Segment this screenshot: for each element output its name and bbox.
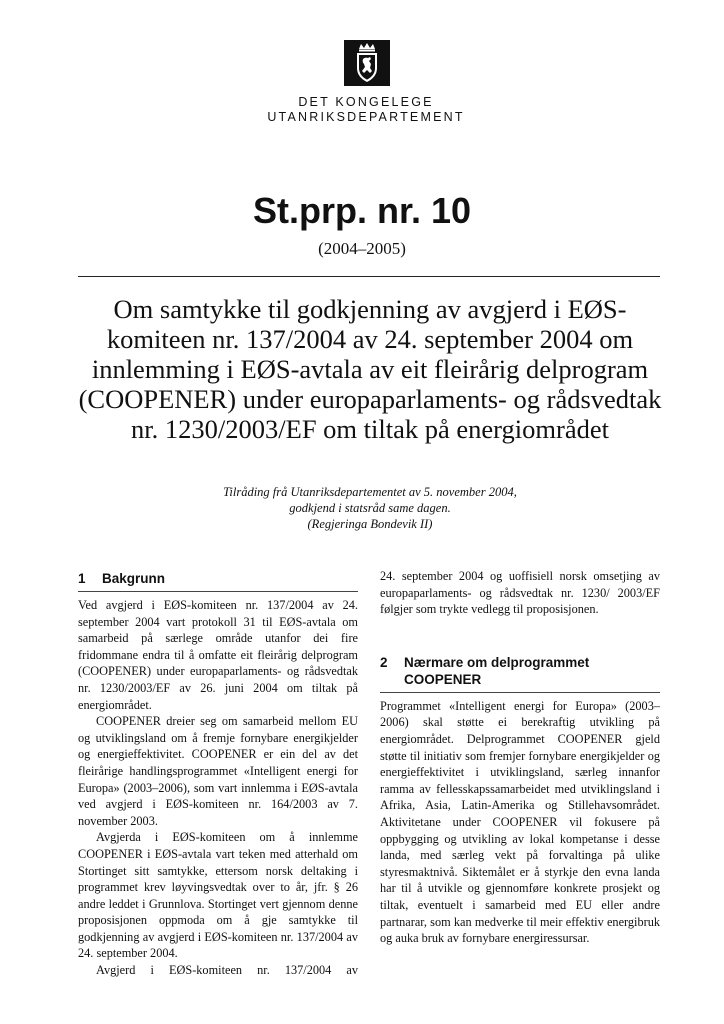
section1-paragraph1: Ved avgjerd i EØS-komiteen nr. 137/2004 av 24. september 2004 vart protokoll 31 til EØS-avtala om samarbeid på særlege område utanfor dei fire fridommane endra til å omfatte eit fleirårig delprogram (COOPENER) under europaparlaments- og rådsvedtak nr. 1230/2003/EF av 26. juni 2004 om tiltak på energiområdet. <box>78 598 358 712</box>
ministry-name-line2: UTANRIKSDEPARTEMENT <box>267 110 465 124</box>
section1-paragraph4-continued: 24. september 2004 og uoffisiell norsk omsetjing av europaparlaments- og rådsvedtak nr. 1230/ 2003/EF følgjer som trykte vedlegg til proposisjonen. <box>380 569 660 617</box>
document-subject: Om samtykke til godkjenning av avgjerd i EØS-komiteen nr. 137/2004 av 24. september 2004 om innlemming i EØS-avtala av eit fleirårig delprogram (COOPENER) under europaparlaments- og rådsvedtak nr. 1230/2003/EF om tiltak på energiområdet <box>78 294 662 444</box>
coat-of-arms-svg <box>344 40 390 86</box>
section2-title-line2: COOPENER <box>404 671 482 687</box>
section1-paragraph2: COOPENER dreier seg om samarbeid mellom EU og utviklingsland om å fremje fornybare energikjelder og energieffektivitet. COOPENER er ein del av det fleirårige handlingsprogrammet «Intelligent energi for Europa» (2003–2006), som vart innlemma i EØS-avtala ved avgjerd i EØS-komiteen nr. 164/2003 av 7. november 2003. <box>78 714 358 828</box>
coat-of-arms-icon <box>344 40 390 86</box>
document-title: St.prp. nr. 10 <box>252 190 472 231</box>
recommendation-line1: Tilråding frå Utanriksdepartementet av 5. november 2004, <box>223 485 517 499</box>
section1-paragraph3: Avgjerda i EØS-komiteen om å innlemme COOPENER i EØS-avtala vart teken med atterhald om Stortinget sitt samtykke, ettersom norsk deltaking i programmet krev løyvingsvedtak over to år, jfr. § 26 andre leddet i Grunnlova. Stortinget vert gjennom denne proposisjonen oppmoda om å gje samtykke til godkjenning av avgjerd i EØS-komiteen nr. 137/2004 av 24. september 2004. <box>78 830 358 961</box>
title-divider <box>78 276 660 277</box>
ministry-name-line1: DET KONGELEGE <box>298 95 434 109</box>
section2-heading <box>380 654 660 688</box>
recommendation-line3: (Regjeringa Bondevik II) <box>307 517 433 531</box>
section-gap <box>380 618 660 654</box>
recommendation-line2: godkjend i statsråd same dagen. <box>289 501 451 515</box>
section2-title <box>404 654 589 688</box>
section1-heading <box>78 570 358 587</box>
section1-number: 1 <box>78 571 86 586</box>
left-column <box>78 570 358 979</box>
section2-number: 2 <box>380 654 388 670</box>
section1-divider <box>78 591 358 592</box>
section1-paragraph4: Avgjerd i EØS-komiteen nr. 137/2004 av <box>96 963 358 978</box>
right-column <box>380 568 660 947</box>
section2-title-line1: Nærmare om delprogrammet <box>404 654 590 670</box>
section2-divider <box>380 692 660 693</box>
document-year: (2004–2005) <box>318 239 406 258</box>
section2-paragraph1: Programmet «Intelligent energi for Europa» (2003–2006) skal støtte ei berekraftig utvikling på energiområdet. Delprogrammet COOPENER gjeld støtte til initiativ som fremjer fornybare energikjelder og energieffektivitet i utviklingsland, særleg innanfor ramma av fellesskapssamarbeidet med utviklingsland i Afrika, Asia, Latin-Amerika og Stillehavsområdet. Aktivitetane under COOPENER vil fokusere på oppbygging og utvikling av lokal kompetanse i desse landa, med særleg vekt på forvaltinga på ulike styresmaktnivå. Siktemålet er å styrkje den evna landa har til å utvikle og gjennomføre konkrete prosjekt og tiltak, eventuelt i samarbeid med EU eller andre partnarar, som kan medverke til meir effektiv energibruk og auka bruk av fornybare energiressursar. <box>380 698 660 946</box>
recommendation-block <box>180 484 560 532</box>
section1-title: Bakgrunn <box>102 571 166 586</box>
